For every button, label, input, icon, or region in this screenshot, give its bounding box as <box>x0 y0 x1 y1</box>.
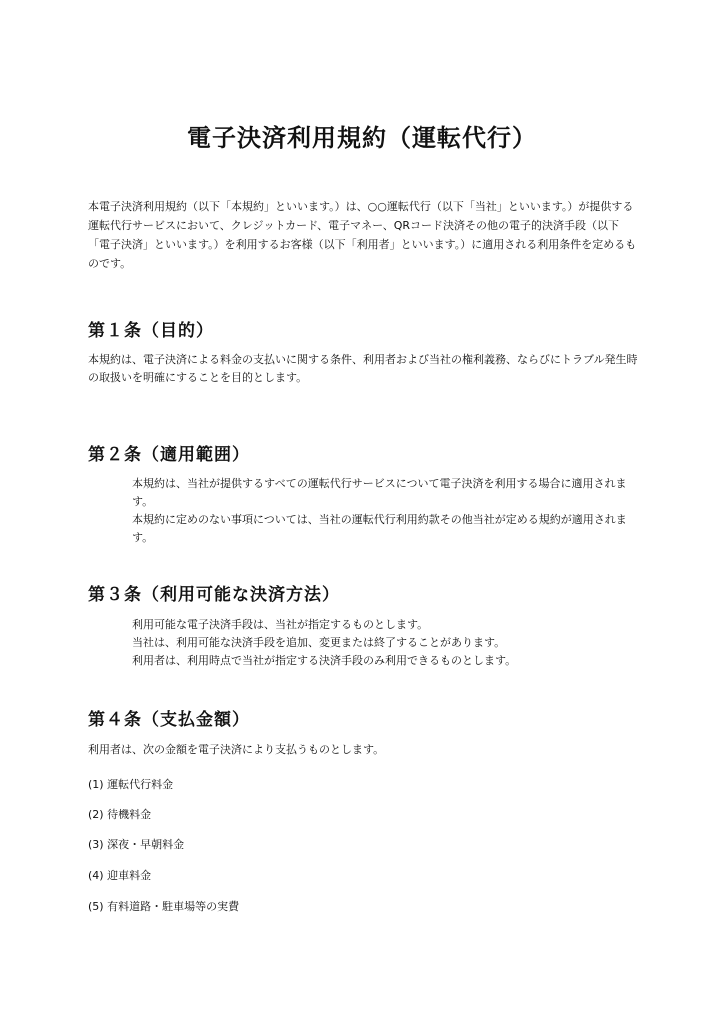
article-2-paragraph-1: 本規約は、当社が提供するすべての運転代行サービスについて電子決済を利用する場合に適用されます。 <box>132 477 627 508</box>
document-title: 電子決済利用規約（運転代行） <box>187 124 537 152</box>
article-2-paragraph-2: 本規約に定めのない事項については、当社の運転代行利用約款その他当社が定める規約が適用されます。 <box>132 513 627 544</box>
article-4-paragraph-1: 利用者は、次の金額を電子決済により支払うものとします。 <box>88 743 385 756</box>
article-1-paragraph-1: 本規約は、電子決済による料金の支払いに関する条件、利用者および当社の権利義務、ならびにトラブル発生時の取扱いを明確にすることを目的とします。 <box>88 353 638 384</box>
article-4-list-item-3: (3) 深夜・早朝料金 <box>88 838 185 851</box>
intro-paragraph: 本電子決済利用規約（以下「本規約」といいます。）は、○○運転代行（以下「当社」といいます。）が提供する運転代行サービスにおいて、クレジットカード、電子マネー、QRコード決済その他の電子的決済手段（以下「電子決済」といいます。）を利用するお客様（以下「利用者」といいます。）に適用される利用条件を定めるものです。 <box>88 200 637 270</box>
article-4-heading: 第４条（支払金額） <box>88 710 250 730</box>
article-1-heading: 第１条（目的） <box>88 321 214 341</box>
article-3-paragraph-3: 利用者は、利用時点で当社が指定する決済手段のみ利用できるものとします。 <box>132 654 517 667</box>
article-3-heading: 第３条（利用可能な決済方法） <box>88 585 340 605</box>
article-3-paragraph-1: 利用可能な電子決済手段は、当社が指定するものとします。 <box>132 618 429 631</box>
article-4-list-item-4: (4) 迎車料金 <box>88 869 152 882</box>
article-2-heading: 第２条（適用範囲） <box>88 445 250 465</box>
article-4-list-item-1: (1) 運転代行料金 <box>88 778 174 791</box>
article-3-paragraph-2: 当社は、利用可能な決済手段を追加、変更または終了することがあります。 <box>132 636 506 649</box>
article-4-list-item-5: (5) 有料道路・駐車場等の実費 <box>88 900 240 913</box>
article-4-list-item-2: (2) 待機料金 <box>88 808 152 821</box>
